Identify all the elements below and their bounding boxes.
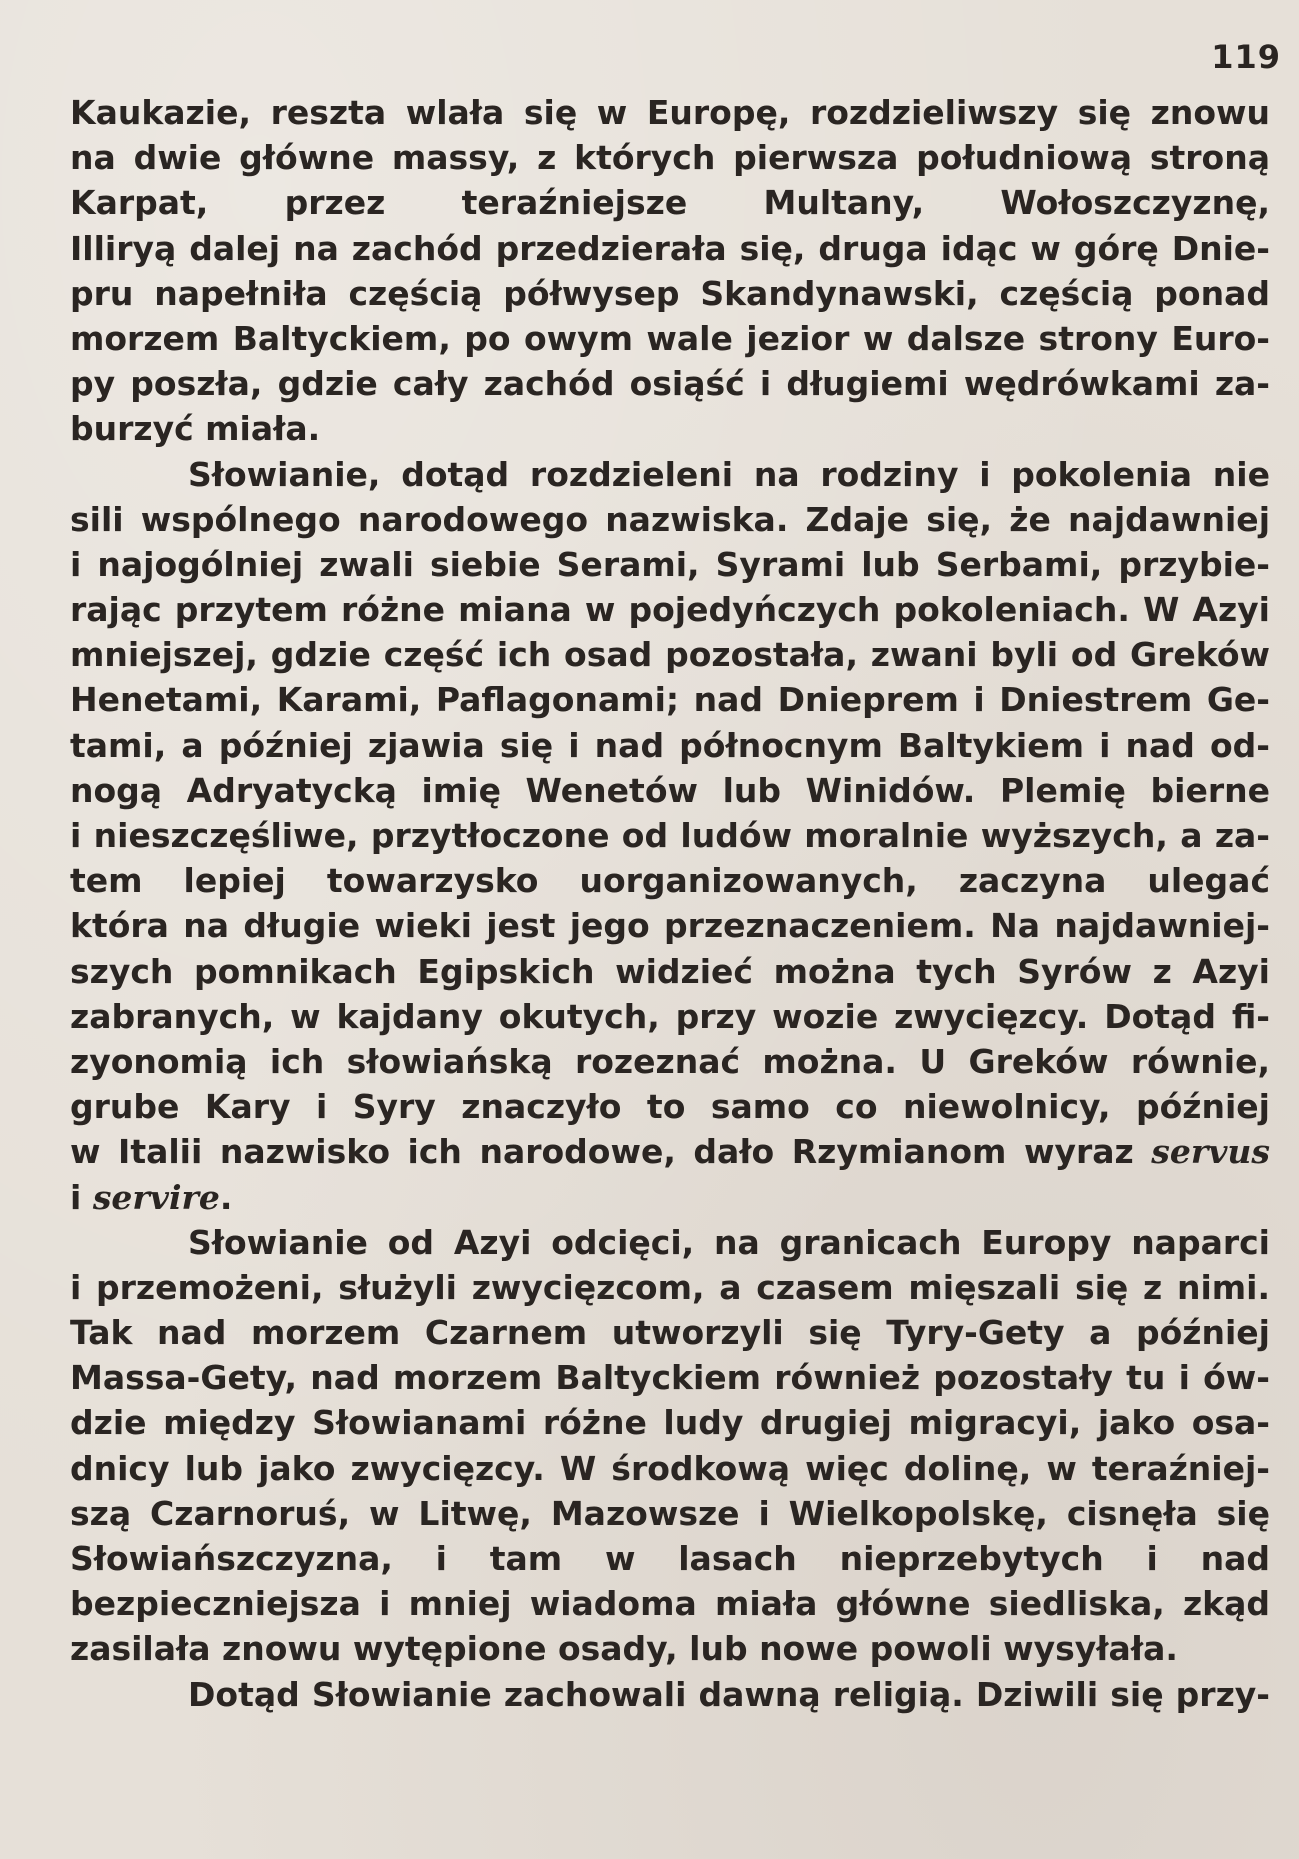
text-line: Słowianie od Azyi odcięci, na granicach Europy naparci — [188, 1222, 1270, 1262]
text-line: Słowiańszczyzna, i tam w lasach nieprzebytych i nad — [70, 1539, 1270, 1578]
text-line — [70, 1175, 1270, 1220]
text-line: Dotąd Słowianie zachowali dawną religią. Dziwili się przy- — [188, 1674, 1270, 1714]
text-line: szych pomnikach Egipskich widzieć można tych Syrów z Azyi — [70, 951, 1270, 991]
text-line: tami, a później zjawia się i nad północnym Baltykiem i nad od- — [70, 725, 1270, 765]
text-line: Massa-Gety, nad morzem Baltyckiem również pozostały tu i ów- — [70, 1358, 1270, 1398]
text-line: nogą Adryatycką imię Wenetów lub Winidów. Plemię bierne — [70, 770, 1270, 810]
text-line: która na długie wieki jest jego przeznaczeniem. Na najdawniej- — [70, 906, 1270, 946]
text-line: rając przytem różne miana w pojedyńczych pokoleniach. W Azyi — [70, 590, 1270, 630]
text-segment: w Italii nazwisko ich narodowe, dało Rzymianom wyraz — [70, 1132, 1134, 1172]
page-text — [70, 90, 1270, 1717]
text-line: dzie między Słowianami różne ludy drugiej migracyi, jako osa- — [70, 1403, 1270, 1443]
italic-word: servire — [92, 1177, 220, 1217]
text-line: grube Kary i Syry znaczyło to samo co niewolnicy, później — [70, 1087, 1270, 1127]
text-line: dnicy lub jako zwycięzcy. W środkową więc dolinę, w teraźniej- — [70, 1448, 1270, 1488]
text-line: Tak nad morzem Czarnem utworzyli się Tyry-Gety a później — [70, 1313, 1270, 1353]
text-line: zabranych, w kajdany okutych, przy wozie zwycięzcy. Dotąd fi- — [70, 996, 1270, 1036]
text-line: zasilała znowu wytępione osady, lub nowe powoli wysyłała. — [70, 1629, 1178, 1669]
text-line: i najogólniej zwali siebie Serami, Syrami lub Serbami, przybie- — [70, 544, 1270, 584]
text-line: szą Czarnoruś, w Litwę, Mazowsze i Wielkopolskę, cisnęła się — [70, 1493, 1270, 1533]
text-line: Illiryą dalej na zachód przedzierała się, druga idąc w górę Dnie- — [70, 228, 1270, 268]
text-line: Karpat, przez teraźniejsze Multany, Wołoszczyznę, — [70, 183, 1270, 223]
page-number: 119 — [1211, 38, 1281, 76]
text-line: py poszła, gdzie cały zachód osiąść i długiemi wędrówkami za- — [70, 364, 1270, 404]
text-line: morzem Baltyckiem, po owym wale jezior w dalsze strony Euro- — [70, 318, 1270, 358]
text-line: bezpieczniejsza i mniej wiadoma miała główne siedliska, zkąd — [70, 1584, 1270, 1624]
text-line: Henetami, Karami, Paflagonami; nad Dnieprem i Dniestrem Ge- — [70, 680, 1270, 720]
text-line: burzyć miała. — [70, 409, 321, 449]
text-line: mniejszej, gdzie część ich osad pozostała, zwani byli od Greków — [70, 635, 1270, 675]
text-line: i przemożeni, służyli zwycięzcom, a czasem mięszali się z nimi. — [70, 1267, 1270, 1307]
text-line: Słowianie, dotąd rozdzieleni na rodziny i pokolenia nie — [188, 454, 1270, 494]
text-line: tem lepiej towarzysko uorganizowanych, zaczyna ulegać — [70, 861, 1270, 901]
text-line — [70, 1129, 1270, 1174]
text-segment: i — [70, 1177, 82, 1217]
text-line: sili wspólnego narodowego nazwiska. Zdaje się, że najdawniej — [70, 499, 1270, 539]
text-line: Kaukazie, reszta wlała się w Europę, rozdzieliwszy się znowu — [70, 93, 1270, 132]
text-line: zyonomią ich słowiańską rozeznać można. U Greków równie, — [70, 1041, 1270, 1081]
text-line: pru napełniła częścią półwysep Skandynawski, częścią ponad — [70, 273, 1270, 313]
text-segment: . — [219, 1177, 233, 1217]
text-line: na dwie główne massy, z których pierwsza południową stroną — [70, 138, 1270, 178]
italic-word: servus — [1151, 1132, 1270, 1172]
text-line: i nieszczęśliwe, przytłoczone od ludów moralnie wyższych, a za- — [70, 816, 1270, 855]
